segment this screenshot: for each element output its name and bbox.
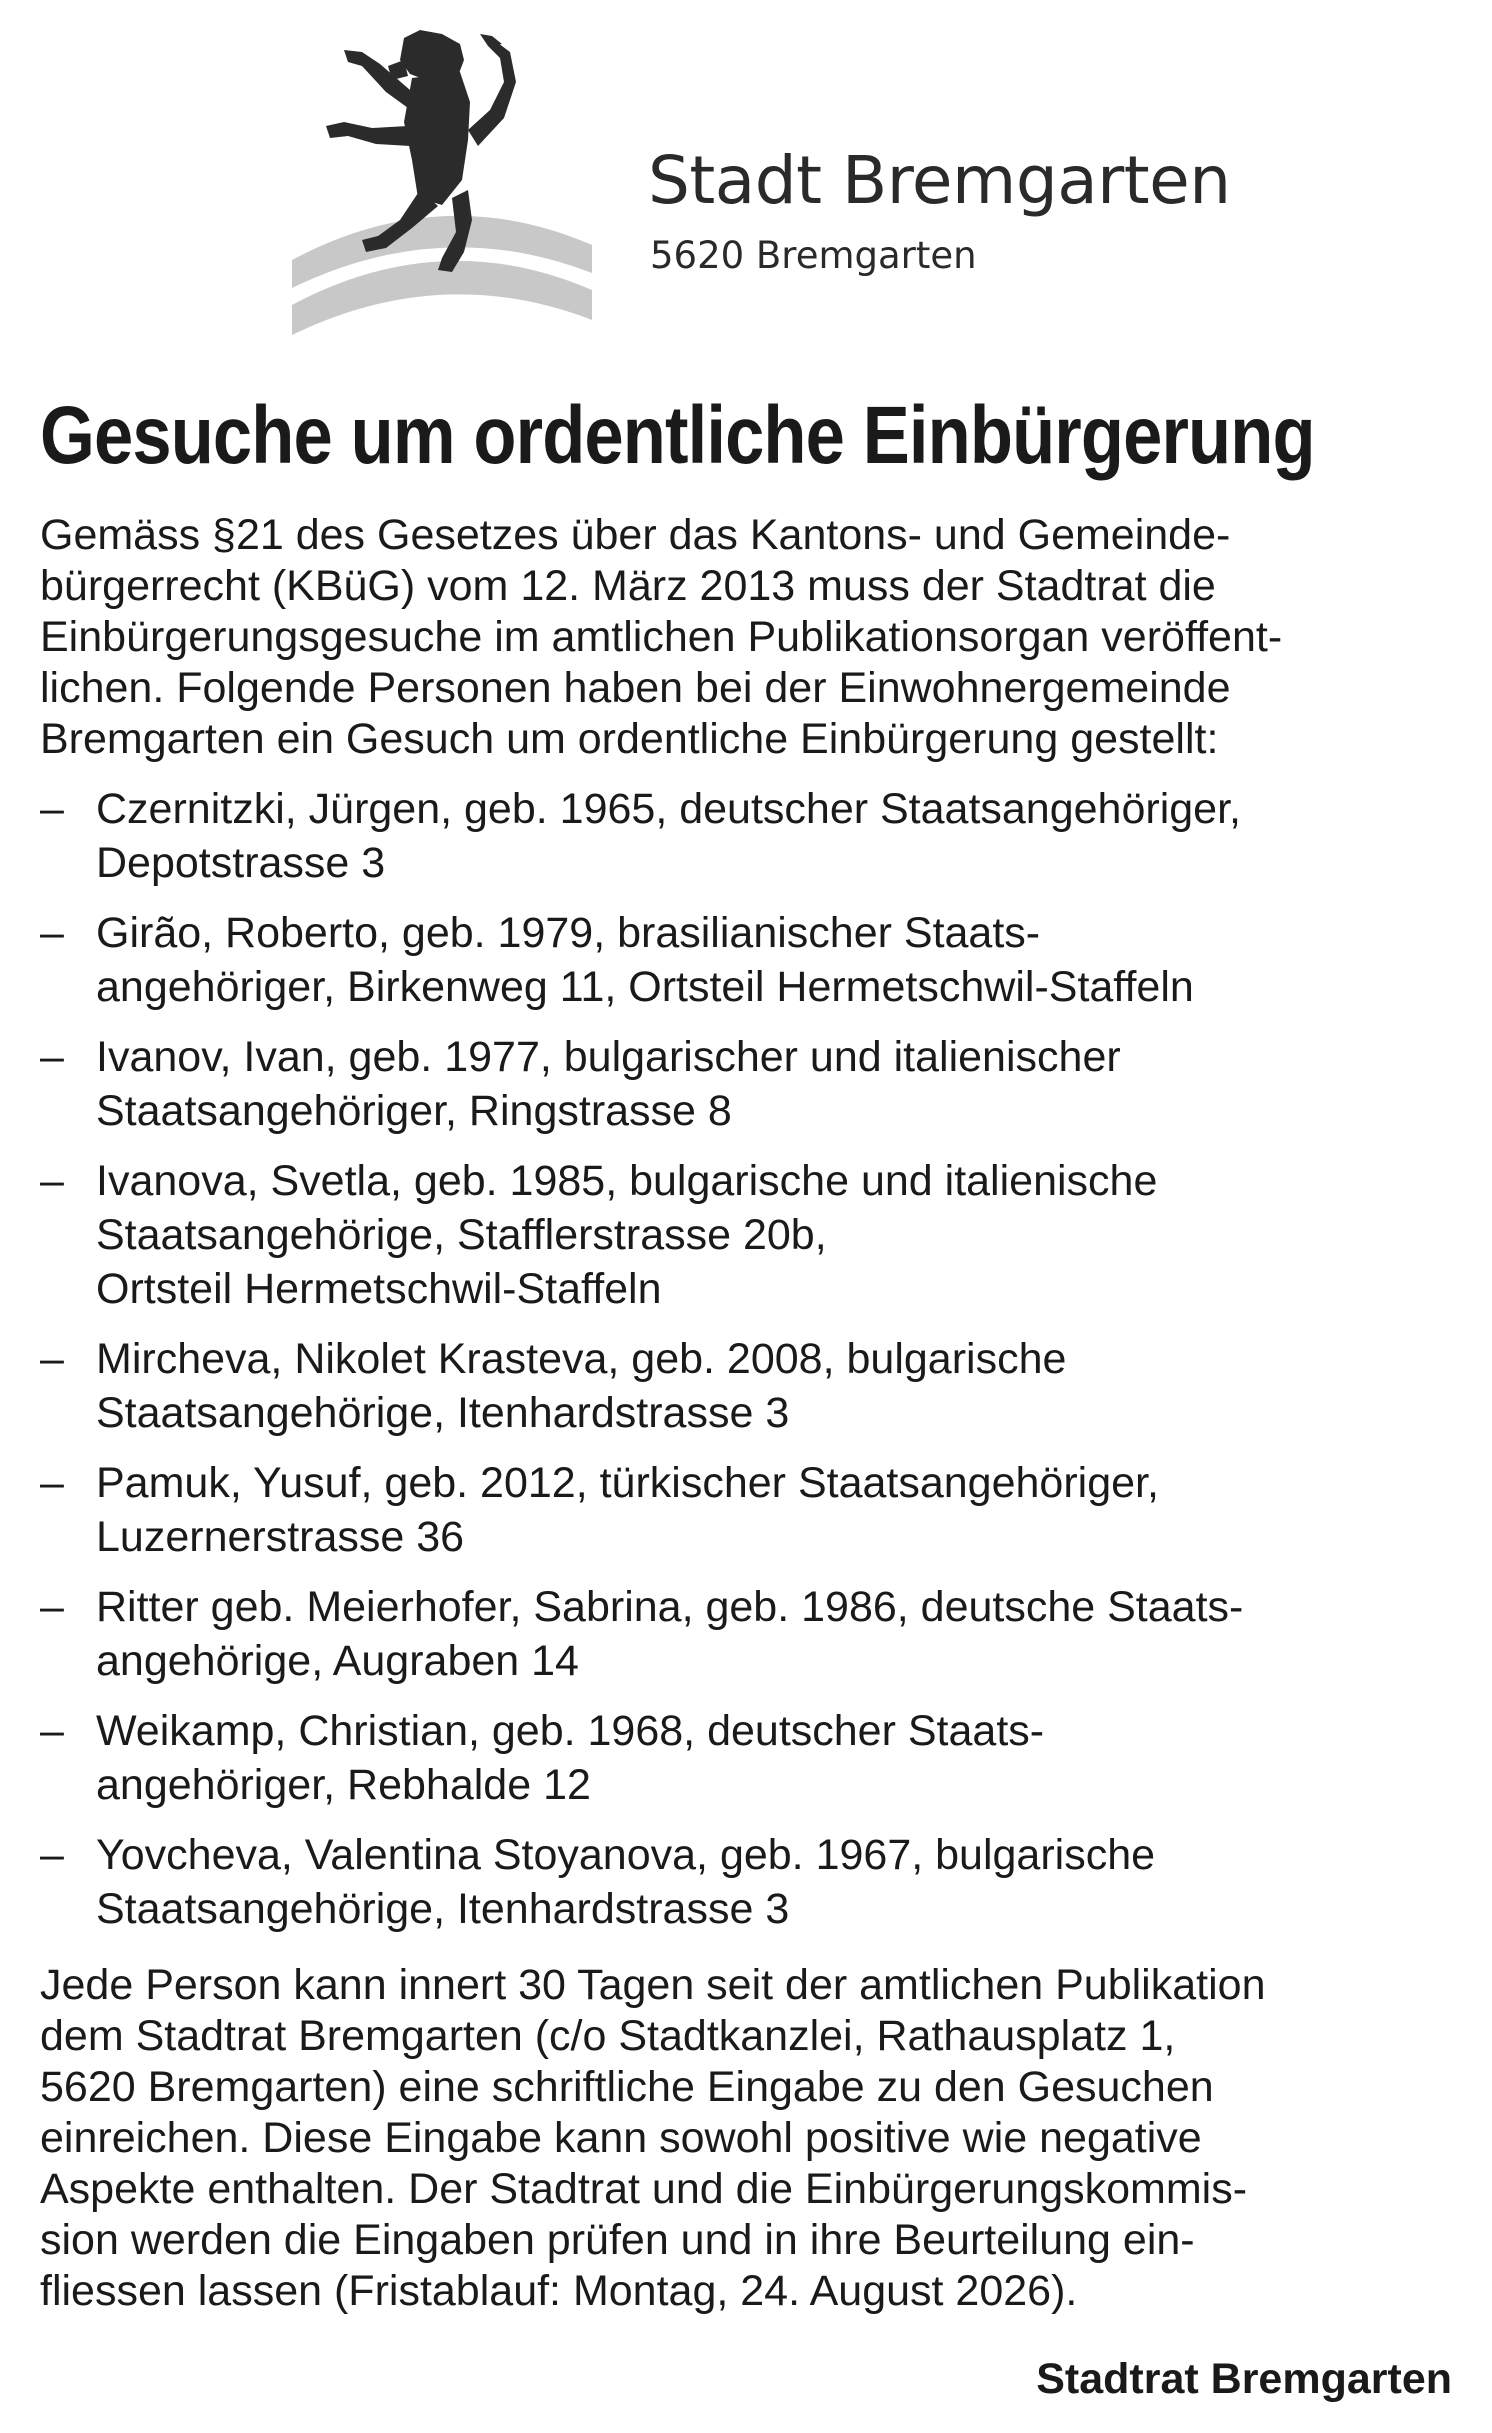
list-item-line: Ivanov, Ivan, geb. 1977, bulgarischer und italienischer — [96, 1033, 1121, 1081]
list-item — [40, 1704, 1452, 1812]
list-dash: – — [40, 1831, 64, 1879]
list-item-line: Staatsangehörige, Itenhardstrasse 3 — [96, 1885, 790, 1933]
list-item — [40, 906, 1452, 1014]
bridge-arc-icon — [292, 261, 592, 335]
list-dash: – — [40, 909, 64, 957]
intro-line: Gemäss §21 des Gesetzes über das Kantons- und Gemeinde- — [40, 511, 1231, 559]
intro-line: bürgerrecht (KBüG) vom 12. März 2013 muss der Stadtrat die — [40, 562, 1216, 610]
list-item-line: Ritter geb. Meierhofer, Sabrina, geb. 1986, deutsche Staats- — [96, 1583, 1244, 1631]
list-item-line: Weikamp, Christian, geb. 1968, deutscher Staats- — [96, 1707, 1045, 1755]
list-dash: – — [40, 1583, 64, 1631]
list-item — [40, 782, 1452, 890]
list-dash: – — [40, 785, 64, 833]
org-address: 5620 Bremgarten — [650, 234, 977, 277]
list-item — [40, 1828, 1452, 1936]
list-item — [40, 1154, 1452, 1316]
list-item-line: angehöriger, Birkenweg 11, Ortsteil Hermetschwil-Staffeln — [96, 963, 1194, 1011]
list-dash: – — [40, 1033, 64, 1081]
list-item-line: Ortsteil Hermetschwil-Staffeln — [96, 1265, 662, 1313]
list-item-line: Luzernerstrasse 36 — [96, 1513, 465, 1561]
list-item — [40, 1580, 1452, 1688]
list-item-line: Yovcheva, Valentina Stoyanova, geb. 1967, bulgarische — [96, 1831, 1156, 1879]
closing-paragraph — [40, 1960, 1452, 2317]
org-name: Stadt Bremgarten — [648, 142, 1231, 219]
list-item-line: Ivanova, Svetla, geb. 1985, bulgarische und italienische — [96, 1157, 1158, 1205]
list-item-line: Mircheva, Nikolet Krasteva, geb. 2008, bulgarische — [96, 1335, 1067, 1383]
intro-line: lichen. Folgende Personen haben bei der Einwohnergemeinde — [40, 664, 1231, 712]
signature: Stadtrat Bremgarten — [1036, 2355, 1452, 2403]
list-item — [40, 1456, 1452, 1564]
intro-line: Bremgarten ein Gesuch um ordentliche Einbürgerung gestellt: — [40, 715, 1219, 763]
closing-line: Aspekte enthalten. Der Stadtrat und die Einbürgerungskommis- — [40, 2165, 1248, 2213]
list-dash: – — [40, 1335, 64, 1383]
list-item-line: Girão, Roberto, geb. 1979, brasilianischer Staats- — [96, 909, 1041, 957]
list-dash: – — [40, 1459, 64, 1507]
closing-line: sion werden die Eingaben prüfen und in ihre Beurteilung ein- — [40, 2216, 1195, 2264]
closing-line: 5620 Bremgarten) eine schriftliche Eingabe zu den Gesuchen — [40, 2063, 1214, 2111]
list-item-line: Czernitzki, Jürgen, geb. 1965, deutscher Staatsangehöriger, — [96, 785, 1241, 833]
closing-line: einreichen. Diese Eingabe kann sowohl positive wie negative — [40, 2114, 1202, 2162]
list-dash: – — [40, 1707, 64, 1755]
list-item-line: angehörige, Augraben 14 — [96, 1637, 579, 1685]
intro-paragraph — [40, 510, 1452, 765]
closing-line: dem Stadtrat Bremgarten (c/o Stadtkanzlei, Rathausplatz 1, — [40, 2012, 1176, 2060]
list-item-line: Staatsangehöriger, Ringstrasse 8 — [96, 1087, 732, 1135]
list-item — [40, 1030, 1452, 1138]
list-item-line: Pamuk, Yusuf, geb. 2012, türkischer Staatsangehöriger, — [96, 1459, 1159, 1507]
list-item-line: Staatsangehörige, Itenhardstrasse 3 — [96, 1389, 790, 1437]
list-item-line: Depotstrasse 3 — [96, 839, 386, 887]
list-dash: – — [40, 1157, 64, 1205]
list-item-line: angehöriger, Rebhalde 12 — [96, 1761, 591, 1809]
page-title: Gesuche um ordentliche Einbürgerung — [40, 390, 1315, 481]
list-item — [40, 1332, 1452, 1440]
lion-rampant-coat-of-arms-icon — [292, 30, 612, 370]
closing-line: fliessen lassen (Fristablauf: Montag, 24. August 2026). — [40, 2267, 1078, 2315]
applicant-list — [40, 782, 1452, 1952]
closing-line: Jede Person kann innert 30 Tagen seit der amtlichen Publikation — [40, 1961, 1266, 2009]
intro-line: Einbürgerungsgesuche im amtlichen Publikationsorgan veröffent- — [40, 613, 1283, 661]
list-item-line: Staatsangehörige, Stafflerstrasse 20b, — [96, 1211, 827, 1259]
